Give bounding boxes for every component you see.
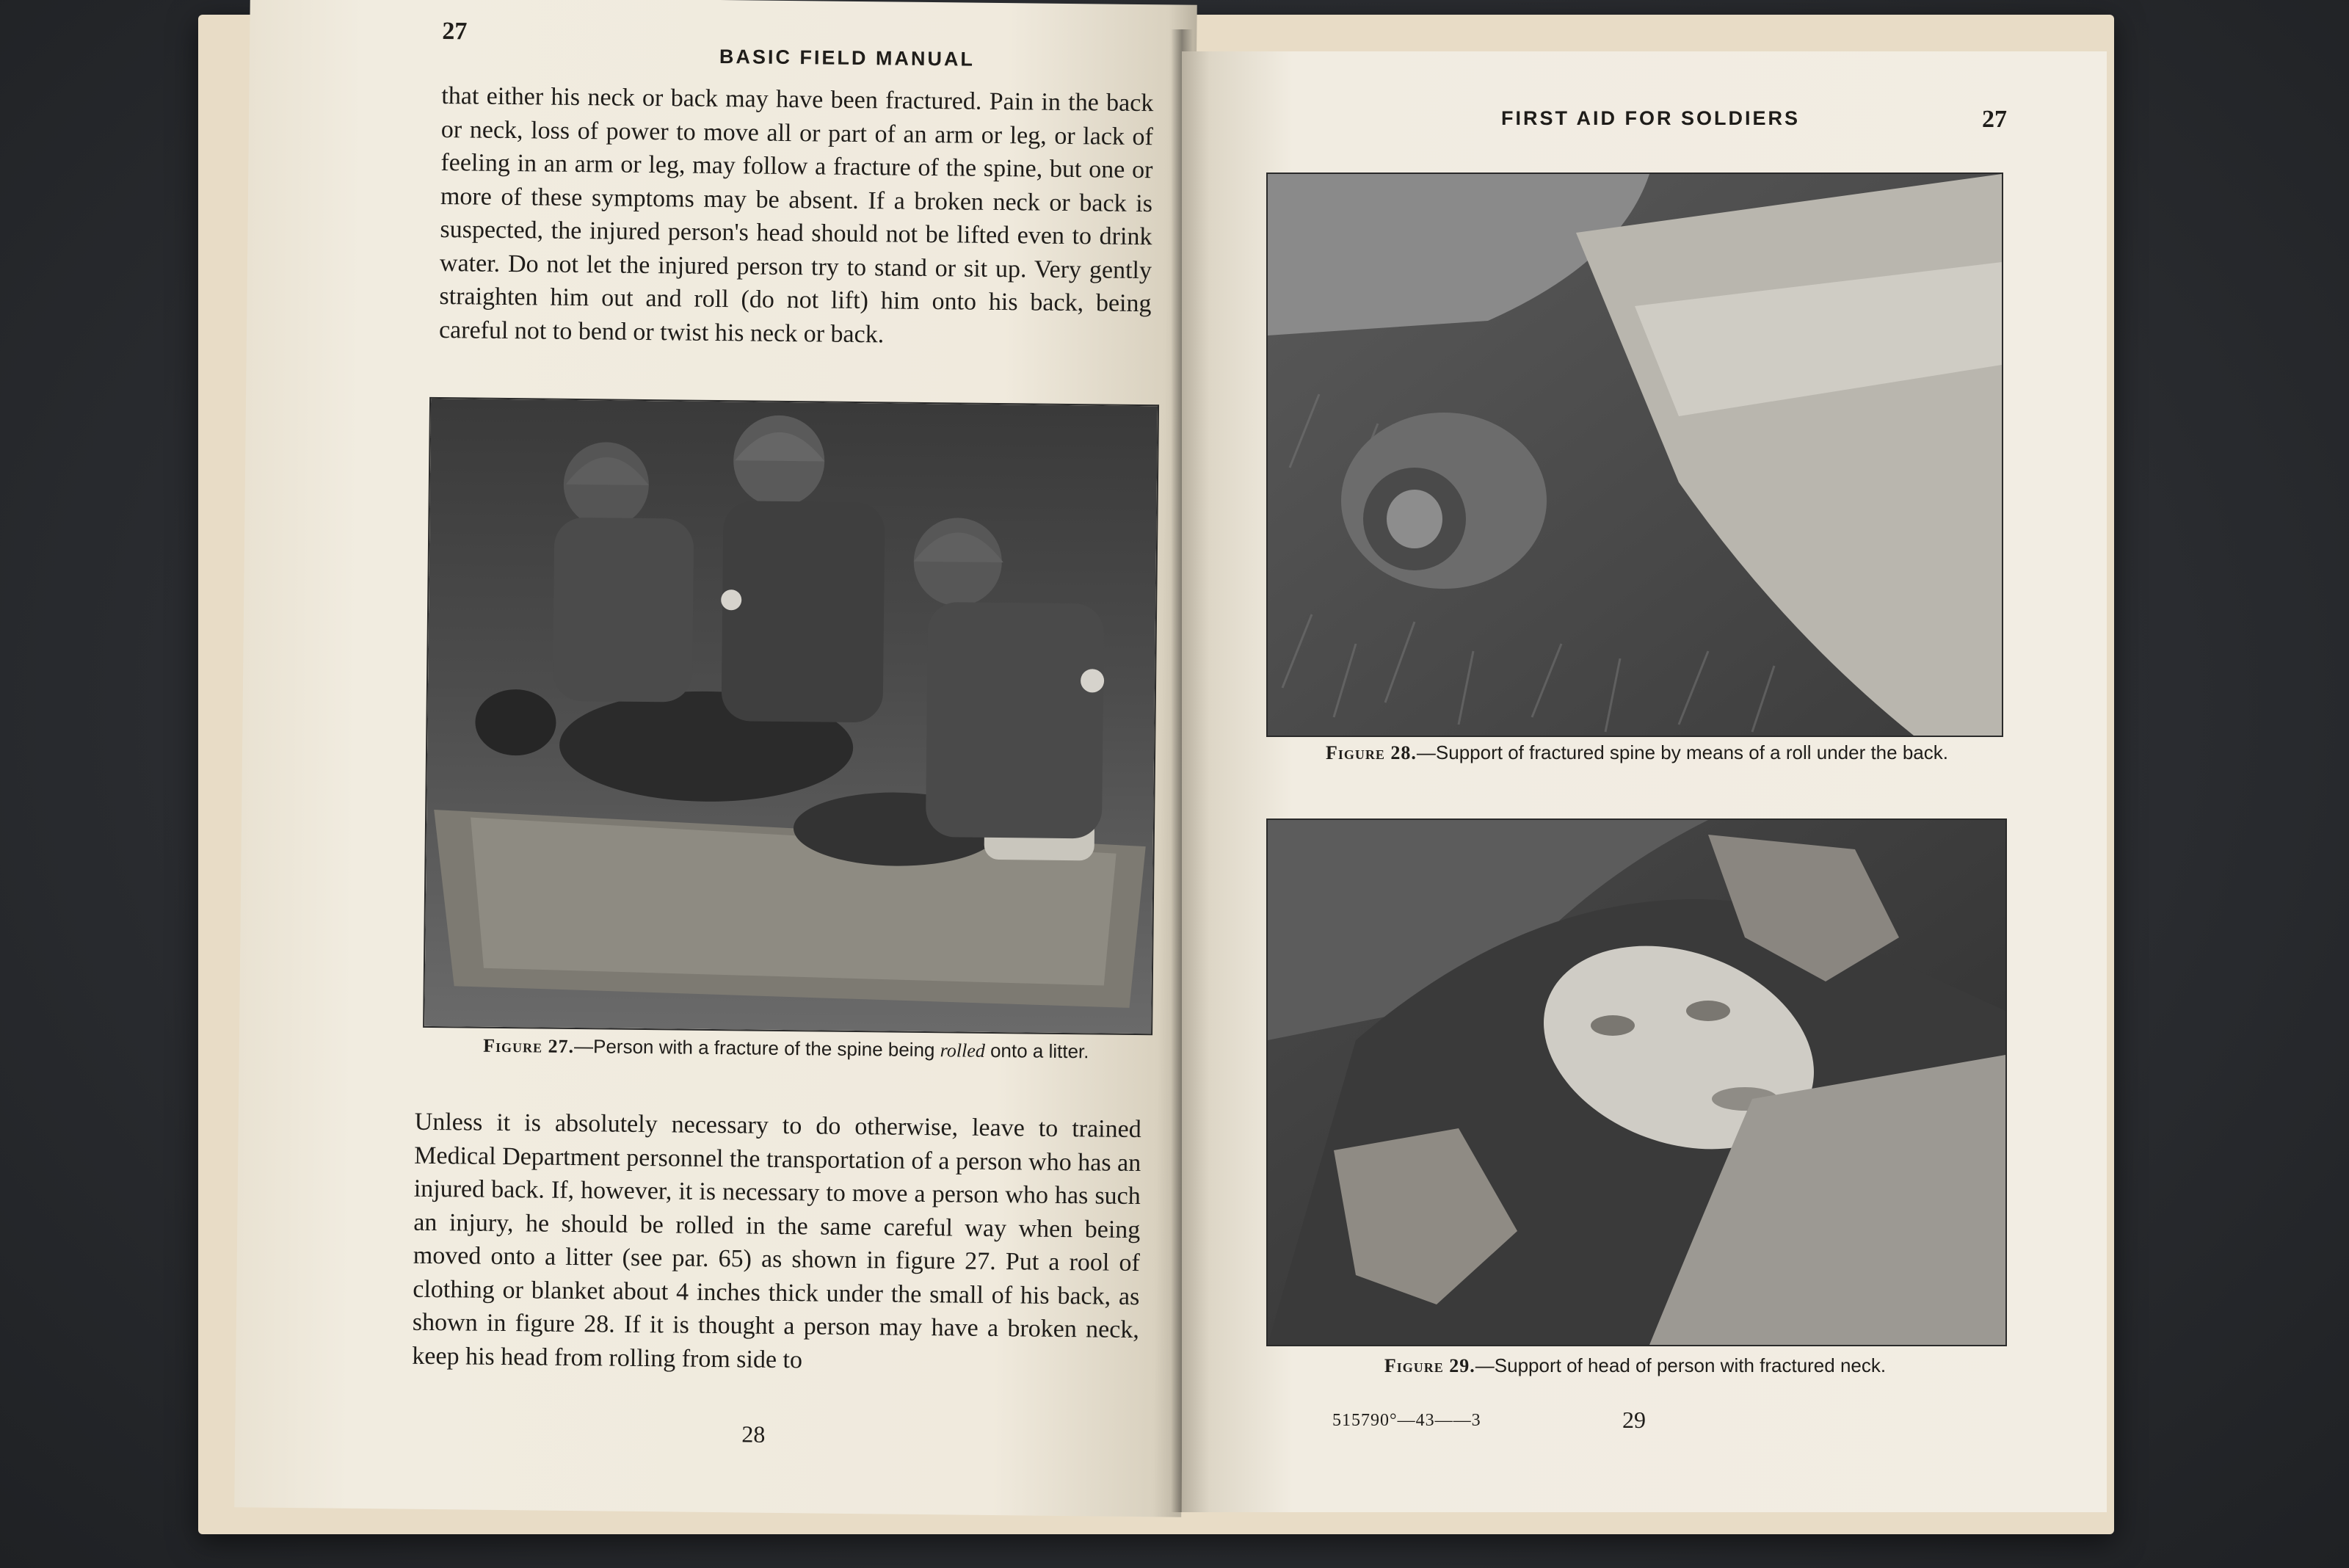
figure-29-image: [1268, 820, 2005, 1345]
right-running-head: FIRST AID FOR SOLDIERS: [1501, 107, 1801, 129]
left-page-number: 28: [741, 1420, 766, 1448]
right-paragraph-number: 27: [1982, 106, 2007, 133]
right-page-number: 29: [1622, 1407, 1646, 1433]
figure-28-label: Figure 28.: [1326, 742, 1417, 763]
figure-27-caption-italic: rolled: [940, 1039, 985, 1061]
figure-27-caption: [423, 1034, 1150, 1064]
figure-29-photo: [1266, 819, 2007, 1346]
figure-27-image: [424, 399, 1158, 1034]
left-paragraph-bottom: Unless it is absolutely necessary to do otherwise, leave to trained Medical Department personnel the transportation of a person who has an injured back. If, however, it is necessary to move a person who has such an injury, he should be rolled in the same careful way when being moved onto a litter (see par. 65) as shown in figure 27. Put a rool of clothing or blanket about 4 inches thick under the small of his back, as shown in figure 28. If it is thought a person may have a broken neck, keep his head from rolling from side to: [412, 1108, 1141, 1373]
figure-29-caption: [1266, 1354, 2004, 1377]
print-code: 515790°—43——3: [1332, 1411, 1481, 1430]
figure-27-caption-after: onto a litter.: [984, 1039, 1089, 1063]
figure-29-label: Figure 29.: [1384, 1355, 1475, 1376]
right-page: [1182, 51, 2107, 1512]
left-running-head: BASIC FIELD MANUAL: [719, 46, 976, 70]
figure-29-caption-text: —Support of head of person with fractured neck.: [1475, 1354, 1887, 1376]
figure-28-caption: [1266, 741, 2008, 764]
left-text-top: [439, 79, 1154, 354]
left-page: [234, 0, 1197, 1517]
left-paragraph-number: 27: [442, 18, 468, 46]
left-text-bottom: [412, 1106, 1141, 1380]
figure-28-image: [1268, 174, 2002, 736]
figure-27-caption-before: —Person with a fracture of the spine being: [573, 1035, 940, 1061]
figure-27-label: Figure 27.: [483, 1034, 575, 1058]
figure-28-caption-text: —Support of fractured spine by means of a roll under the back.: [1416, 741, 1948, 763]
figure-27-photo: [423, 397, 1159, 1035]
left-paragraph-top: that either his neck or back may have been fractured. Pain in the back or neck, loss of power to move all or part of an arm or leg, or lack of feeling in an arm or leg, may follow a fracture of the spine, but one or more of these symptoms may be absent. If a broken neck or back is suspected, the injured person's head should not be lifted even to drink water. Do not let the injured person try to stand or sit up. Very gently straighten him out and roll (do not lift) him onto his back, being careful not to bend or twist his neck or back.: [438, 82, 1154, 348]
figure-28-photo: [1266, 173, 2003, 737]
